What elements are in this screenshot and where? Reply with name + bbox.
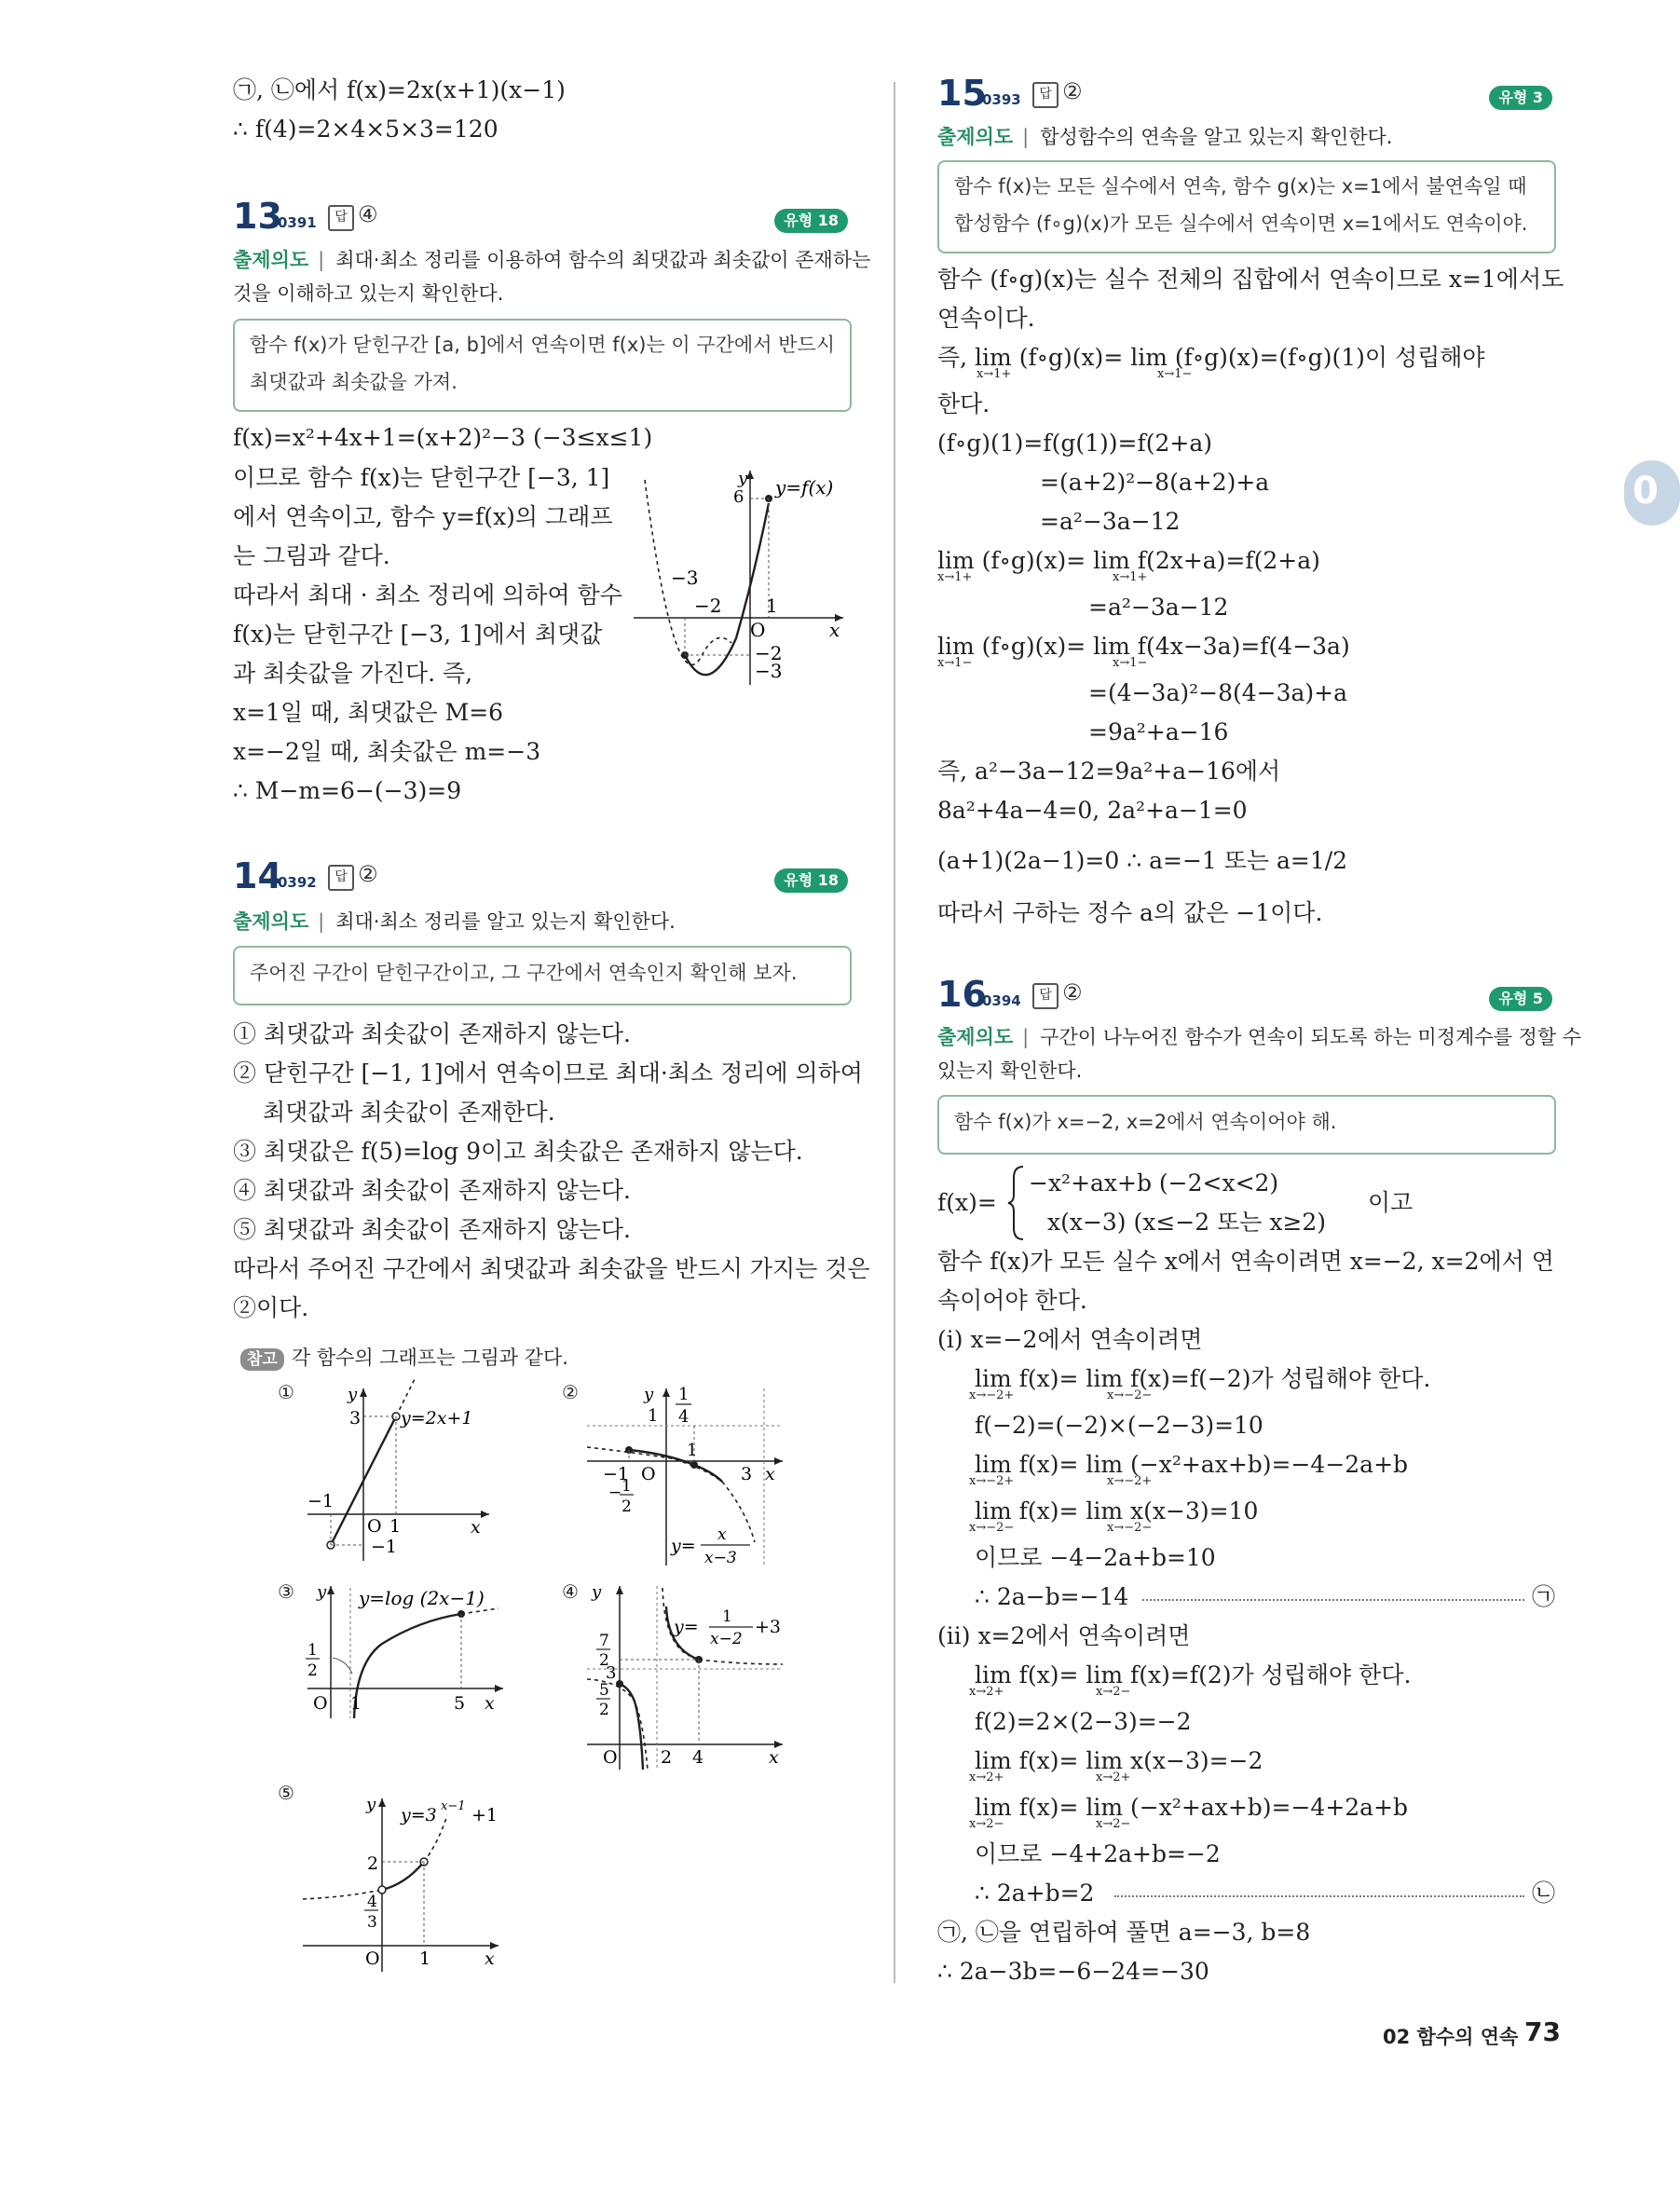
limit-subscript: x→−2+ [969, 1388, 1015, 1402]
page-number: 73 [1524, 2016, 1561, 2047]
text-line: 8a²+4a−4=0, 2a²+a−1=0 [937, 797, 1248, 824]
tick-label: 1 [350, 1693, 362, 1714]
intent-text: 최대·최소 정리를 이용하여 함수의 최댓값과 최솟값이 존재하는 [335, 249, 871, 271]
answer-value: ② [358, 861, 378, 887]
function-label: +3 [755, 1617, 782, 1637]
text-line: =a²−3a−12 [1088, 594, 1229, 621]
graph-rational [582, 1379, 792, 1570]
graph-linear [298, 1379, 503, 1565]
hint-text: 주어진 구간이 닫힌구간이고, 그 구간에서 연속인지 확인해 보자. [250, 962, 798, 984]
text-line: lim (f∘g)(x)= lim f(4x−3a)=f(4−3a) [937, 633, 1350, 660]
tick-label: 1 [687, 1441, 698, 1460]
text-line: f(2)=2×(2−3)=−2 [975, 1708, 1192, 1735]
tick-label: 4 [367, 1893, 377, 1911]
problem-number: 15 [937, 73, 987, 114]
y-label: y [317, 1582, 327, 1602]
piecewise-case: x(x−3) (x≤−2 또는 x≥2) [1047, 1209, 1327, 1236]
hint-text: 최댓값과 최솟값을 가져. [250, 371, 458, 393]
intent-text: 구간이 나누어진 함수가 연속이 되도록 하는 미정계수를 정할 수 [1040, 1026, 1582, 1048]
text-line: ∴ M−m=6−(−3)=9 [233, 777, 462, 804]
text-line: =a²−3a−12 [1040, 508, 1181, 535]
y-label: y [738, 469, 748, 488]
y-label: y [592, 1582, 602, 1602]
text-line: =9a²+a−16 [1088, 718, 1229, 745]
text-line: x=1일 때, 최댓값은 M=6 [233, 699, 504, 726]
text-line: x=−2일 때, 최솟값은 m=−3 [233, 738, 541, 765]
x-label: x [485, 1948, 495, 1969]
graph-number: ③ [278, 1580, 294, 1603]
text-line: f(x)=x²+4x+1=(x+2)²−3 (−3≤x≤1) [233, 424, 653, 451]
intent-label: 출제의도 [233, 910, 309, 933]
function-label: x−2 [710, 1630, 743, 1648]
x-label: x [765, 1464, 775, 1484]
piecewise-lhs: f(x)= [937, 1189, 997, 1216]
problem-number: 13 [233, 196, 282, 237]
text-line: lim f(x)= lim f(x)=f(2)가 성립해야 한다. [975, 1661, 1412, 1688]
tick-label: −1 [371, 1537, 398, 1557]
problem-number: 16 [937, 974, 987, 1015]
tick-label: − [608, 1483, 622, 1502]
text-line: ∴ f(4)=2×4×5×3=120 [233, 116, 499, 143]
tick-label: 2 [367, 1853, 379, 1874]
hint-text: 함수 f(x)가 x=−2, x=2에서 연속이어야 해. [954, 1111, 1337, 1133]
function-label: x [717, 1525, 727, 1544]
text-line: 함수 (f∘g)(x)는 실수 전체의 집합에서 연속이므로 x=1에서도 [937, 266, 1564, 293]
problem-code: 0392 [278, 874, 317, 891]
graph-number: ④ [562, 1580, 579, 1603]
function-label: y=log (2x−1) [359, 1587, 485, 1609]
text-line: 함수 f(x)가 모든 실수 x에서 연속이려면 x=−2, x=2에서 연 [937, 1248, 1554, 1275]
answer-value: ② [1062, 979, 1083, 1005]
origin-label: O [313, 1693, 328, 1714]
text-line: 즉, a²−3a−12=9a²+a−16에서 [937, 758, 1281, 785]
problem-15-header [937, 73, 1552, 119]
note-text: 각 함수의 그래프는 그림과 같다. [291, 1347, 568, 1369]
y-label: y [644, 1385, 654, 1404]
tick-label: 1 [678, 1385, 690, 1404]
leader-dots [1114, 1895, 1524, 1897]
parabola-graph [624, 461, 857, 694]
function-label: y= [671, 1536, 696, 1556]
text-line: lim f(x)= lim f(x)=f(−2)가 성립해야 한다. [975, 1365, 1431, 1392]
tick-label: 3 [741, 1464, 753, 1484]
text-line: ⑤ 최댓값과 최솟값이 존재하지 않는다. [233, 1216, 631, 1243]
limit-subscript: x→2+ [969, 1685, 1004, 1699]
text-line: (a+1)(2a−1)=0 ∴ a=−1 또는 a=1/2 [937, 847, 1348, 874]
y-label: y [366, 1795, 376, 1814]
tick-label: −2 [755, 642, 783, 664]
text-line: lim (f∘g)(x)= lim f(2x+a)=f(2+a) [937, 547, 1320, 574]
text-line: lim f(x)= lim x(x−3)=10 [975, 1497, 1259, 1524]
x-label: x [471, 1517, 481, 1538]
text-line: 과 최솟값을 가진다. 즉, [233, 660, 473, 687]
limit-subscript: x→1+ [1113, 570, 1148, 584]
limit-subscript: x→2− [969, 1817, 1004, 1831]
column-divider [894, 82, 895, 1983]
intent-text: 합성함수의 연속을 알고 있는지 확인한다. [1040, 126, 1393, 148]
hint-text: 함수 f(x)는 모든 실수에서 연속, 함수 g(x)는 x=1에서 불연속일 때 [954, 175, 1527, 198]
intent-text: 있는지 확인한다. [937, 1059, 1083, 1082]
graph-exponential [298, 1787, 512, 1974]
text-line: f(x)는 닫힌구간 [−3, 1]에서 최댓값 [233, 621, 603, 648]
tick-label: −3 [671, 567, 699, 589]
type-badge: 유형 18 [774, 868, 848, 893]
answer-label: 답 [328, 205, 354, 231]
answer-label: 답 [1032, 82, 1059, 108]
exp-curve [382, 1862, 424, 1890]
brace-icon [1006, 1165, 1027, 1241]
piecewise-case: −x²+ax+b (−2<x<2) [1029, 1169, 1279, 1196]
intent-line: 출제의도 | 최대·최소 정리를 이용하여 함수의 최댓값과 최솟값이 존재하는 [233, 249, 871, 271]
tick-label: 2 [307, 1661, 318, 1680]
text-line: (ii) x=2에서 연속이려면 [937, 1622, 1191, 1649]
answer-label: 답 [1032, 983, 1059, 1009]
text-line: 연속이다. [937, 305, 1035, 332]
problem-code: 0394 [982, 992, 1021, 1009]
problem-code: 0393 [982, 91, 1021, 108]
text-line: 따라서 주어진 구간에서 최댓값과 최솟값을 반드시 가지는 것은 [233, 1255, 870, 1282]
function-label: x−3 [704, 1549, 737, 1567]
limit-subscript: x→−2+ [1107, 1474, 1153, 1488]
graph-number: ② [562, 1381, 579, 1403]
x-label: x [829, 619, 840, 641]
note-line [240, 1342, 568, 1374]
intent-line: 출제의도 | 합성함수의 연속을 알고 있는지 확인한다. [937, 126, 1393, 148]
limit-subscript: x→1+ [937, 570, 973, 584]
text-line: lim f(x)= lim (−x²+ax+b)=−4+2a+b [975, 1794, 1409, 1821]
x-label: x [769, 1747, 779, 1768]
limit-subscript: x→2+ [969, 1770, 1004, 1784]
type-badge: 유형 5 [1489, 987, 1552, 1011]
problem-14-header [233, 855, 848, 902]
tick-label: 2 [599, 1701, 609, 1719]
function-label: 1 [722, 1607, 732, 1626]
tick-label: 1 [766, 595, 778, 617]
origin-label: O [367, 1516, 382, 1537]
origin-label: O [641, 1464, 656, 1484]
text-line: =(a+2)²−8(a+2)+a [1040, 469, 1270, 496]
tick-label: 2 [621, 1497, 632, 1516]
origin-label: O [365, 1948, 380, 1969]
text-line: 이고 [1368, 1189, 1414, 1216]
problem-16-header [937, 974, 1552, 1020]
tick-label: 4 [692, 1747, 704, 1768]
text-line: ㉠, ㉡을 연립하여 풀면 a=−3, b=8 [937, 1919, 1311, 1946]
graph-number: ⑤ [278, 1782, 294, 1804]
text-line: ① 최댓값과 최솟값이 존재하지 않는다. [233, 1020, 631, 1047]
tick-label: 1 [307, 1641, 318, 1660]
text-line: ②이다. [233, 1294, 309, 1321]
hint-text: 합성함수 (f∘g)(x)가 모든 실수에서 연속이면 x=1에서도 연속이야. [954, 212, 1528, 235]
text-line: (f∘g)(1)=f(g(1))=f(2+a) [937, 430, 1213, 457]
text-line: =(4−3a)²−8(4−3a)+a [1088, 679, 1348, 706]
text-line: 한다. [937, 390, 990, 417]
text-line: (i) x=−2에서 연속이려면 [937, 1326, 1203, 1353]
tick-label: 7 [599, 1632, 609, 1650]
function-label: x−1 [441, 1799, 466, 1813]
intent-label: 출제의도 [233, 249, 309, 271]
problem-number: 14 [233, 855, 282, 896]
text-line: 최댓값과 최솟값이 존재한다. [263, 1099, 555, 1126]
limit-subscript: x→2− [1096, 1685, 1131, 1699]
equation-mark: ㉡ [1532, 1880, 1556, 1907]
text-line: lim f(x)= lim x(x−3)=−2 [975, 1747, 1263, 1774]
text-line: 따라서 최대 · 최소 정리에 의하여 함수 [233, 581, 622, 608]
text-line: ④ 최댓값과 최솟값이 존재하지 않는다. [233, 1177, 631, 1204]
side-tab-label: 0 [1632, 470, 1659, 513]
tick-label: −1 [603, 1464, 630, 1484]
problem-code: 0391 [278, 214, 317, 231]
answer-label: 답 [328, 865, 354, 891]
tick-label: 1 [419, 1948, 431, 1969]
text-line: 즉, lim (f∘g)(x)= lim (f∘g)(x)=(f∘g)(1)이 성립해야 [937, 344, 1485, 371]
leader-dots [1142, 1599, 1524, 1601]
graph-log [298, 1579, 512, 1728]
type-badge: 유형 3 [1489, 86, 1552, 110]
tick-label: 5 [599, 1681, 609, 1700]
graph-number: ① [278, 1381, 294, 1403]
limit-subscript: x→2− [1096, 1817, 1131, 1831]
text-line: f(−2)=(−2)×(−2−3)=10 [975, 1412, 1263, 1439]
text-line: ③ 최댓값은 f(5)=log 9이고 최솟값은 존재하지 않는다. [233, 1138, 803, 1165]
function-label: y=f(x) [775, 476, 834, 499]
footer-chapter-title: 02 함수의 연속 [1383, 2026, 1519, 2048]
text-line: ∴ 2a−3b=−6−24=−30 [937, 1958, 1209, 1985]
problem-13-header [233, 196, 848, 242]
limit-subscript: x→1− [1113, 656, 1148, 670]
text-line: 속이어야 한다. [937, 1287, 1087, 1314]
tick-label: −1 [307, 1491, 335, 1511]
text-line: 이므로 −4−2a+b=10 [975, 1544, 1216, 1571]
note-chip: 참고 [240, 1348, 284, 1371]
graph-hyperbola [582, 1579, 792, 1774]
limit-subscript: x→1− [1157, 367, 1193, 381]
limit-subscript: x→−2+ [969, 1474, 1015, 1488]
tick-label: −2 [694, 595, 722, 617]
tick-label: −3 [755, 660, 783, 682]
y-label: y [348, 1385, 358, 1404]
tick-label: 3 [349, 1408, 362, 1429]
text-line: 이므로 −4+2a+b=−2 [975, 1840, 1221, 1867]
function-label: y=3 [401, 1805, 437, 1825]
tick-label: 5 [454, 1693, 466, 1714]
origin-label: O [750, 619, 766, 641]
text-line: ∴ 2a−b=−14 [975, 1583, 1129, 1610]
limit-subscript: x→2+ [1096, 1770, 1131, 1784]
intent-line: 출제의도 | 구간이 나누어진 함수가 연속이 되도록 하는 미정계수를 정할 수 [937, 1026, 1582, 1048]
tick-label: 6 [733, 487, 744, 507]
limit-subscript: x→1− [937, 656, 973, 670]
intent-text: 최대·최소 정리를 알고 있는지 확인한다. [335, 910, 676, 933]
tick-label: 2 [661, 1747, 673, 1768]
limit-subscript: x→1+ [977, 367, 1012, 381]
type-badge: 유형 18 [774, 209, 848, 233]
text-line: ② 닫힌구간 [−1, 1]에서 연속이므로 최대·최소 정리에 의하여 [233, 1059, 863, 1087]
limit-subscript: x→−2− [969, 1521, 1015, 1535]
text-line: ㉠, ㉡에서 f(x)=2x(x+1)(x−1) [233, 76, 566, 103]
intent-label: 출제의도 [937, 126, 1014, 148]
function-label: +1 [471, 1805, 499, 1825]
limit-subscript: x→−2− [1107, 1388, 1153, 1402]
tick-label: 1 [648, 1406, 659, 1426]
limit-subscript: x→−2− [1107, 1521, 1153, 1535]
tick-label: 1 [621, 1477, 632, 1496]
tick-label: 2 [599, 1651, 609, 1670]
answer-value: ② [1062, 78, 1083, 104]
tick-label: 3 [606, 1663, 617, 1683]
tick-label: 4 [678, 1407, 690, 1427]
text-line: 에서 연속이고, 함수 y=f(x)의 그래프 [233, 503, 613, 530]
function-label: y= [674, 1617, 699, 1637]
hint-text: 함수 f(x)가 닫힌구간 [a, b]에서 연속이면 f(x)는 이 구간에서 반드시 [250, 334, 836, 356]
intent-label: 출제의도 [937, 1026, 1014, 1048]
x-label: x [485, 1693, 495, 1714]
equation-mark: ㉠ [1532, 1583, 1556, 1610]
origin-label: O [603, 1747, 618, 1768]
answer-value: ④ [358, 201, 378, 227]
tick-label: 1 [389, 1516, 402, 1537]
text-line: 따라서 구하는 정수 a의 값은 −1이다. [937, 899, 1323, 926]
intent-text: 것을 이해하고 있는지 확인한다. [233, 282, 504, 305]
log-curve [354, 1614, 461, 1718]
text-line: 이므로 함수 f(x)는 닫힌구간 [−3, 1] [233, 464, 610, 491]
intent-line: 출제의도 | 최대·최소 정리를 알고 있는지 확인한다. [233, 910, 676, 933]
function-label: y=2x+1 [401, 1408, 473, 1429]
text-line: ∴ 2a+b=2 [975, 1880, 1095, 1907]
tick-label: 3 [367, 1913, 377, 1932]
text-line: 는 그림과 같다. [233, 542, 390, 569]
text-line: lim f(x)= lim (−x²+ax+b)=−4−2a+b [975, 1451, 1409, 1478]
